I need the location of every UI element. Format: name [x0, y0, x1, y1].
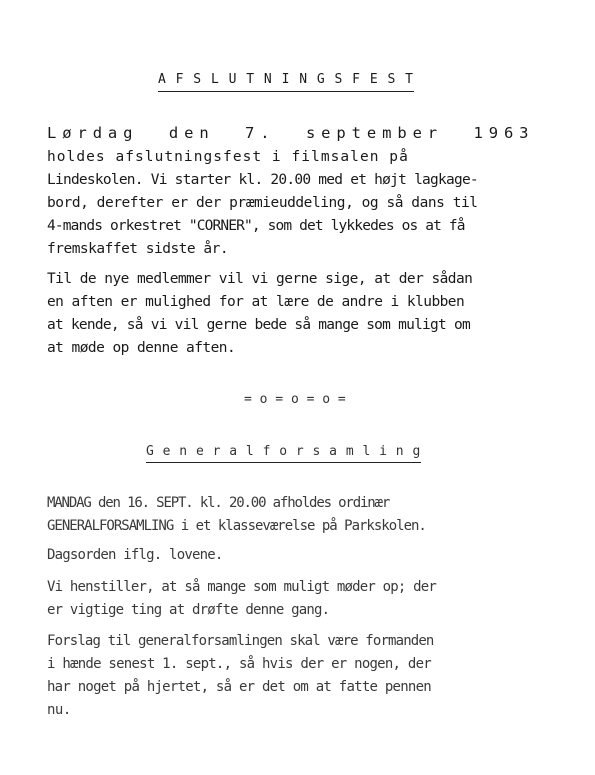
- text-line: fremskaffet sidste år.: [47, 241, 229, 257]
- text-line: MANDAG den 16. SEPT. kl. 20.00 afholdes ordinær: [47, 495, 390, 511]
- text-line: at møde op denne aften.: [47, 340, 236, 356]
- text-line: holdes afslutningsfest i filmsalen på: [47, 149, 409, 165]
- text-line: i hænde senest 1. sept., så hvis der er nogen, der: [47, 656, 431, 672]
- agenda-line: Dagsorden iflg. lovene.: [47, 547, 223, 563]
- text-line: bord, derefter er der præmieuddeling, og så dans til: [47, 195, 478, 211]
- document-title: A F S L U T N I N G S F E S T: [158, 72, 414, 92]
- text-line: Forslag til generalforsamlingen skal være formanden: [47, 633, 434, 649]
- text-line: at kende, så vi vil gerne bede så mange som muligt om: [47, 317, 470, 333]
- text-line: GENERALFORSAMLING i et klasseværelse på Parkskolen.: [47, 518, 426, 534]
- text-line: nu.: [47, 702, 71, 718]
- section-separator: = o = o = o =: [244, 392, 346, 407]
- text-line: har noget på hjertet, så er det om at fatte pennen: [47, 679, 431, 695]
- text-line: Lørdag den 7. september 1963: [47, 124, 535, 142]
- text-line: er vigtige ting at drøfte denne gang.: [47, 602, 330, 618]
- section-heading: G e n e r a l f o r s a m l i n g: [146, 444, 421, 463]
- text-line: Vi henstiller, at så mange som muligt møder op; der: [47, 579, 437, 595]
- text-line: 4-mands orkestret "CORNER", som det lykkedes os at få: [47, 218, 465, 234]
- text-line: Til de nye medlemmer vil vi gerne sige, at der sådan: [47, 271, 473, 287]
- text-line: Lindeskolen. Vi starter kl. 20.00 med et højt lagkage-: [47, 172, 478, 188]
- text-line: en aften er mulighed for at lære de andre i klubben: [47, 294, 465, 310]
